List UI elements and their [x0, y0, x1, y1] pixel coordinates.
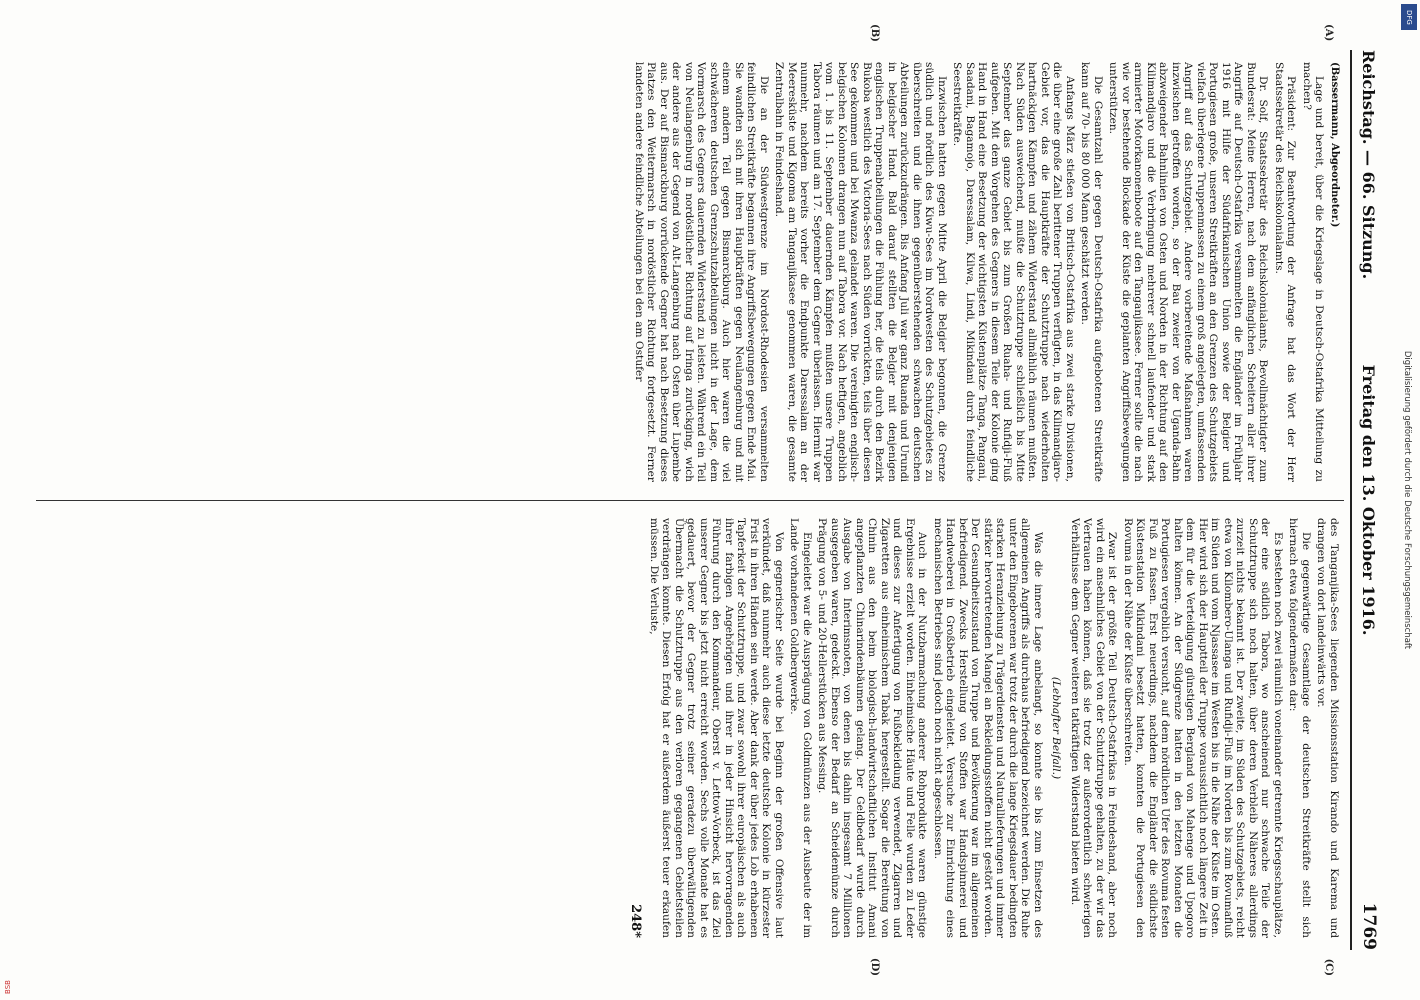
dfg-logo: DFG [1401, 4, 1417, 30]
paragraph: Es bestehen noch zwei räumlich voneinander getrennte Kriegsschauplätze, der eine südlich Tabora, wo anscheinend nur schwache Teile der Schutztruppe sich noch halten, über deren Verbleib Näheres allerdings zurzeit nichts bekannt ist. Der zweite, im Süden des Schutzgebiets, reicht etwa von Kilombero-Ulanga und Rufidji-Fluß im Norden bis zum Rovumafluß im Süden und vom Njassasee im Westen bis in die Nähe der Küste im Osten. Hier wird sich der Hauptteil der Truppe voraussichtlich noch längere Zeit in dem für die Verteidigung günstigen Bergland von Mahenge und Upogoro halten können. An der Südgrenze hatten in den letzten Monaten die Portugiesen vergeblich versucht, auf dem nördlichen Ufer des Rovuma festen Fuß zu fassen. Erst neuerdings, nachdem die Engländer die südlichste Küstenstation Mikindani besetzt hatten, konnten die Portugiesen den Rovuma in der Nähe der Küste überschreiten. [1122, 518, 1284, 938]
running-header [1356, 50, 1382, 950]
paragraph: Was die innere Lage anbelangt, so konnte sie bis zum Einsetzen des allgemeinen Angriffs als durchaus befriedigend bezeichnet werden. Die Ruhe unter den Eingeborenen war trotz der durch die lange Kriegsdauer bedingten starken Heranziehung zu Trägerdiensten und Naturallieferungen und immer stärker hervortretenden Mangel an Bekleidungsstoffen nicht gestört worden. Der Gesundheitszustand von Truppe und Bevölkerung war im allgemeinen befriedigend. Zwecks Herstellung von Stoffen war Handspinnerei und Handweberei in Großbetrieb eingeleitet. Versuche zur Einrichtung eines mechanischen Betriebes sind jedoch noch nicht abgeschlossen. [932, 518, 1044, 938]
paragraph: Die an der Südwestgrenze im Nordost-Rhodesien versammelten feindlichen Streitkräfte begannen ihre Angriffsbewegungen gegen Ende Mai. Sie wandten sich mit ihren Hauptkräften gegen Neulangenburg und mit einem andern Teil gegen Bismarckburg. Auch hier waren die viel schwächeren deutschen Grenzschutzabteilungen nicht in der Lage, dem Vormarsch des Gegners dauernden Widerstand zu leisten. Während ein Teil von Neulangenburg in nordöstlicher Richtung auf Iringa zurückging, wich der andere aus der Gegend von Alt-Langenburg nach Osten über Lupembe aus. Der auf Bismarckburg vorrückende Gegner hat nach Besetzung dieses Platzes den Weitermarsch in nordöstlicher Richtung fortgesetzt. Ferner landeten andere feindliche Abteilungen bei den am Ostufer [632, 62, 770, 482]
paragraph: Eingeleitet war die Ausprägung von Goldmünzen aus der Ausbeute der im Lande vorhandenen Goldbergwerke. [788, 518, 813, 938]
paragraph: des Tanganjika-Sees liegenden Missionsstation Kirando und Karema und drangen von dort landeinwärts vor. [1315, 518, 1340, 938]
header-left: Reichstag. — 66. Sitzung. [1359, 50, 1379, 280]
page-number: 1769 [1359, 902, 1379, 950]
paragraph: Anfangs März stießen von Britisch-Ostafrika aus zwei starke Divisionen, die über eine große Zahl berittener Truppen verfügten, in das Kilimandjaro-Gebiet vor, das die Hauptkräfte der Schutztruppe nach wiederholten hartnäckigen Kämpfen und zähem Widerstand allmählich räumen mußten. Nach Süden ausweichend, mußte die Schutztruppe schließlich bis Mitte September das ganze Gebiet bis zum Großen Ruaha- und Rufidji-Fluß aufgeben. Mit dem Vorgehen des Gegners in diesem Teile der Kolonie ging Hand in Hand eine Besetzung der wichtigsten Küstenplätze Tanga, Pangani, Saadani, Bagamojo, Daressalam, Kilwa, Lindi, Mikindani durch feindliche Seestreitkräfte. [951, 62, 1076, 482]
left-column [38, 62, 1340, 482]
sheet-number: 248* [628, 904, 644, 938]
margin-letter-a: (A) [1323, 24, 1334, 42]
paragraph: Lage und bereit, über die Kriegslage in Deutsch-Ostafrika Mitteilung zu machen? [1300, 62, 1326, 482]
applause-note: (Lebhafter Beifall.) [1050, 676, 1063, 780]
paragraph: Die gegenwärtige Gesamtlage der deutschen Streitkräfte stellt sich hiernach etwa folgendermaßen dar: [1287, 518, 1312, 938]
header-date: Freitag den 13. Oktober 1916. [1359, 364, 1379, 636]
margin-letter-b: (B) [869, 24, 880, 42]
paragraph: Zwar ist der größte Teil Deutsch-Ostafrikas in Feindeshand, aber noch wird ein ansehnliches Gebiet von der Schutztruppe gehalten, zu der wir das Vertrauen haben können, daß sie trotz der außerordentlich schwierigen Verhältnisse dem Gegner weiteren tatkräftigen Widerstand bieten wird. [1069, 518, 1119, 938]
speaker-continuation: (Bassermann, Abgeordneter.) [1329, 62, 1340, 228]
rotated-content [20, 10, 1400, 990]
paragraph-solf: Dr. Solf, Staatssekretär des Reichskolonialamts, Bevollmächtigter zum Bundesrat: Meine Herren, nach dem anfänglichen Scheitern aller ihrer Angriffe auf Deutsch-Ostafrika versammelten die Engländer im Frühjahr 1916 mit Hilfe der Südafrikanischen Union sowie der Belgier und Portugiesen große, unseren Streitkräften an den Grenzen des Schutzgebiets vielfach überlegene Truppenmassen zu einem groß angelegten, umfassenden Angriff auf das Schutzgebiet. Andere vorbereitende Maßnahmen waren inzwischen getroffen worden, so der Bau zweier von der Uganda-Bahn abzweigender Bahnlinien von Osten und Norden in der Richtung auf den Kilimandjaro und die Verbringung mehrerer schnell laufender und stark armierter Motorkanonenboote auf den Tanganjikasee. Ferner sollte die nach wie vor bestehende Blockade der Küste die geplanten Angriffsbewegungen unterstützen. [1107, 62, 1270, 482]
paragraph: Auch in der Nutzbarmachung anderer Rohprodukte waren günstige Ergebnisse erzielt worden. Einheimische Häute und Felle wurden zu Leder und dieses zur Anfertigung von Fußbekleidung verwendet, Zigarren und Zigaretten aus einheimischem Tabak hergestellt. Sogar die Bereitung von Chinin aus den beim biologisch-landwirtschaftlichen Institut Amani angepflanzten Chinarindenbäumen gelang. Der Geldbedarf wurde durch Ausgabe von Interimsnoten, von denen bis dahin insgesamt 7 Millionen ausgegeben waren, gedeckt. Ebenso der Bedarf an Scheidemünze durch Prägung von 5- und 20-Hellerstücken aus Messing. [816, 518, 929, 938]
column-divider [36, 500, 1344, 501]
header-rule [1350, 50, 1352, 950]
paragraph-president: Präsident: Zur Beantwortung der Anfrage hat das Wort der Herr Staatssekretär des Reichskolonialamts. [1272, 62, 1298, 482]
margin-letter-c: (C) [1323, 958, 1334, 976]
paragraph: Inzwischen hatten gegen Mitte April die Belgier begonnen, die Grenze südlich und nördlich des Kiwu-Sees im Nordwesten des Schutzgebietes zu überschreiten und die ihnen gegenüberstehenden schwachen deutschen Abteilungen zurückzudrängen. Bis Anfang Juli war ganz Ruanda und Urundi in belgischer Hand. Bald darauf stellten die Belgier mit denjenigen englischen Truppenabteilungen die Fühlung her, die teils durch den Bezirk Bukoba westlich des Victoria-Sees nach Süden vorrückten, teils über diesen See gekommen und bei Mwanza gelandet waren. Die vereinigten englisch-belgischen Kolonnen drangen nun auf Tabora vor. Nach heftigen, angeblich vom 1. bis 11. September dauernden Kämpfen mußten unsere Truppen Tabora räumen und am 17. September dem Gegner überlassen. Hiermit war nunmehr, nachdem bereits vorher die Endpunkte Daressalam an der Meeresküste und Kigoma am Tanganjikasee genommen waren, die gesamte Zentralbahn in Feindeshand. [773, 62, 948, 482]
library-mark: BSB [4, 980, 12, 994]
credit-text: Digitalisierung gefördert durch die Deutsche Forschungsgemeinschaft [1402, 350, 1412, 650]
paragraph: Die Gesamtzahl der gegen Deutsch-Ostafrika aufgebotenen Streitkräfte kann auf 70- bis 80 000 Mann geschätzt werden. [1079, 62, 1104, 482]
margin-letter-d: (D) [869, 957, 880, 976]
right-column [38, 518, 1340, 938]
paragraph: Von gegnerischer Seite wurde bei Beginn der großen Offensive laut verkündet, daß nunmehr auch diese letzte deutsche Kolonie in kürzester Frist in ihren Händen sein werde. Aber dank der über jedes Lob erhabenen Tapferkeit der Schutztruppe, und zwar sowohl ihrer europäischen als auch ihrer farbigen Angehörigen und ihrer in jeder Hinsicht hervorragenden Führung durch den Kommandeur, Oberst v. Lettow-Vorbeck, ist das Ziel unserer Gegner bis jetzt nicht erreicht worden. Sechs volle Monate hat es gedauert, bevor der Gegner trotz seiner geradezu überwältigenden Übermacht die Schutztruppe aus den verloren gegangenen Gebietsteilen verdrängen konnte. Diesen Erfolg hat er außerdem äußerst teuer erkaufen müssen. Die Verluste, [648, 518, 785, 938]
digitization-credit [1400, 20, 1414, 980]
